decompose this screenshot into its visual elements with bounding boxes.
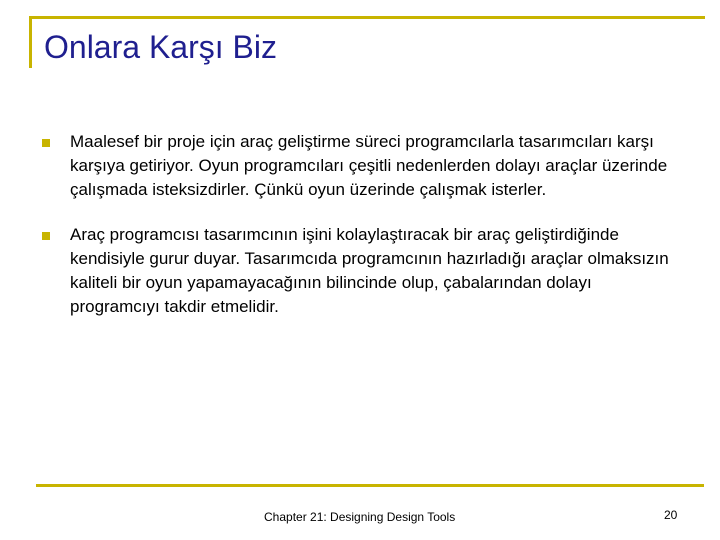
bullet-text: Araç programcısı tasarımcının işini kolaylaştıracak bir araç geliştirdiğinde kendisiyle gurur duyar. Tasarımcıda programcının hazırladığı araçlar olmaksızın kaliteli bir oyun yapamayacağının bilincinde olup, çabalarından dolayı programcıyı takdir etmelidir.: [70, 225, 669, 316]
footer-rule: [36, 484, 704, 487]
bullet-item: [40, 130, 680, 202]
slide-title: Onlara Karşı Biz: [44, 29, 277, 65]
title-left-rule: [29, 16, 32, 68]
title-top-rule: [29, 16, 705, 19]
bullet-item: [40, 223, 680, 319]
square-bullet-icon: [42, 232, 50, 240]
bullet-text: Maalesef bir proje için araç geliştirme süreci programcılarla tasarımcıları karşı karşıya getiriyor. Oyun programcıları çeşitli nedenlerden dolayı araçlar üzerinde çalışmada isteksizdirler. Çünkü oyun üzerinde çalışmak isterler.: [70, 132, 668, 199]
square-bullet-icon: [42, 139, 50, 147]
bullet-list: [40, 130, 680, 340]
page-number: 20: [664, 508, 678, 522]
footer-text: Chapter 21: Designing Design Tools: [264, 510, 456, 524]
